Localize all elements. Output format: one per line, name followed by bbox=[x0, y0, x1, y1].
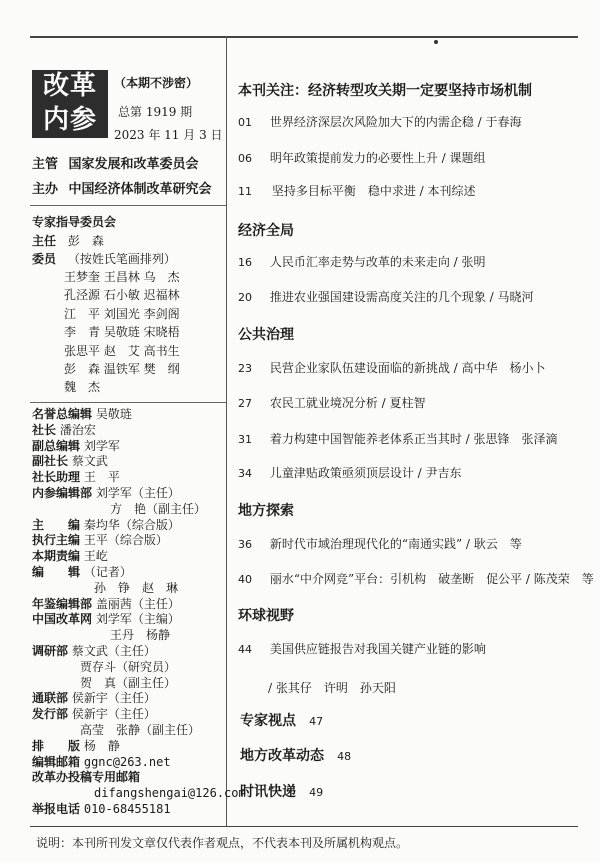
members-note: （按姓氏笔画排列） bbox=[67, 252, 176, 266]
toc-item bbox=[238, 288, 534, 305]
member-row: 彭 森 温铁军 樊 纲 bbox=[64, 362, 180, 377]
page-number: 31 bbox=[238, 433, 252, 446]
article-title[interactable]: 农民工就业境况分析 / 夏柱智 bbox=[269, 396, 426, 410]
article-title[interactable]: 人民币汇率走势与改革的未来走向 / 张明 bbox=[269, 255, 486, 269]
staff-row: difangshengai@126.com bbox=[94, 786, 246, 801]
staff-row: 年鉴编辑部 盖丽茜（主任） bbox=[32, 596, 180, 611]
committee-title: 专家指导委员会 bbox=[32, 215, 117, 229]
tail-item bbox=[240, 745, 351, 765]
staff-row: 内参编辑部 刘学军（主任） bbox=[32, 485, 180, 500]
staff-row: 高莹 张静（副主任） bbox=[80, 722, 201, 737]
tail-section[interactable]: 时讯快递 bbox=[240, 784, 296, 800]
tail-item bbox=[240, 781, 323, 801]
article-title[interactable]: 世界经济深层次风险加大下的内需企稳 / 于春海 bbox=[269, 115, 522, 129]
members-label: 委员 bbox=[32, 252, 57, 266]
staff-row: 副总编辑 刘学军 bbox=[32, 438, 120, 453]
section-heading: 环球视野 bbox=[238, 608, 294, 624]
member-row: 孔泾源 石小敏 迟福林 bbox=[64, 288, 180, 303]
page-number: 49 bbox=[309, 786, 324, 799]
page-number: 47 bbox=[309, 715, 324, 728]
article-title[interactable]: 儿童津贴政策亟须顶层设计 / 尹吉东 bbox=[269, 466, 462, 480]
logo bbox=[32, 70, 108, 138]
staff-row: 社长 潘治宏 bbox=[32, 422, 96, 437]
logo-line2: 内参 bbox=[42, 105, 97, 135]
toc-item bbox=[238, 464, 462, 481]
toc-item bbox=[238, 113, 522, 130]
toc-item bbox=[238, 640, 486, 657]
staff-row: 举报电话 010-68455181 bbox=[32, 801, 171, 816]
tail-section[interactable]: 专家视点 bbox=[240, 713, 296, 729]
staff-row: 贺 真（副主任） bbox=[80, 675, 177, 690]
staff-row: 调研部 蔡文武（主任） bbox=[32, 643, 156, 658]
staff-row: 名誉总编辑 吴敬琏 bbox=[32, 407, 132, 421]
article-authors: / 张其仔 许明 孙天阳 bbox=[268, 681, 396, 695]
focus-heading: 本刊关注：经济转型攻关期一定要坚持市场机制 bbox=[238, 83, 532, 99]
staff-row: 通联部 侯新宇（主任） bbox=[32, 691, 156, 706]
tail-item bbox=[240, 710, 323, 730]
page-number: 23 bbox=[238, 362, 252, 375]
section-heading: 地方探索 bbox=[238, 503, 294, 519]
staff-row: 本期责编 王屹 bbox=[32, 549, 108, 564]
host-label: 主办 bbox=[32, 182, 59, 197]
article-title[interactable]: 着力构建中国智能养老体系正当其时 / 张思锋 张泽滴 bbox=[269, 432, 558, 446]
member-row: 江 平 刘国光 李剑阁 bbox=[64, 306, 180, 321]
article-title[interactable]: 丽水“中介网竞”平台：引机构 破垄断 促公平 / 陈茂荣 等 bbox=[269, 572, 594, 586]
top-rule bbox=[30, 36, 578, 38]
page-number: 11 bbox=[238, 185, 252, 198]
toc-item bbox=[238, 570, 594, 587]
sponsor-label: 主管 bbox=[32, 157, 59, 172]
secrecy-note: （本期不涉密） bbox=[114, 76, 199, 90]
toc-item bbox=[238, 394, 426, 411]
toc-item bbox=[238, 430, 558, 447]
toc-item bbox=[238, 253, 486, 270]
article-title[interactable]: 美国供应链报告对我国关键产业链的影响 bbox=[269, 642, 486, 656]
member-row: 魏 杰 bbox=[64, 380, 101, 395]
article-title[interactable]: 新时代市域治理现代化的“南通实践” / 耿云 等 bbox=[269, 537, 522, 551]
tail-section[interactable]: 地方改革动态 bbox=[240, 748, 324, 764]
staff-row: 主 编 秦均华（综合版） bbox=[32, 517, 180, 532]
disclaimer: 说明：本刊所刊发文章仅代表作者观点，不代表本刊及所属机构观点。 bbox=[36, 836, 409, 850]
page-number: 40 bbox=[238, 573, 252, 586]
column-divider bbox=[226, 36, 227, 826]
staff-row: 编辑邮箱 ggnc@263.net bbox=[32, 754, 171, 769]
bottom-rule bbox=[30, 826, 578, 827]
staff-row: 贾存斗（研究员） bbox=[80, 659, 177, 674]
page-number: 20 bbox=[238, 291, 252, 304]
page-number: 44 bbox=[238, 643, 252, 656]
page-number: 36 bbox=[238, 538, 252, 551]
staff-row: 中国改革网 刘学军（主编） bbox=[32, 612, 180, 627]
staff-row: 孙 铮 赵 琳 bbox=[94, 580, 179, 595]
page-number: 48 bbox=[337, 750, 352, 763]
issue-total: 总第 1919 期 bbox=[118, 105, 193, 119]
staff-row: 方 艳（副主任） bbox=[110, 501, 207, 516]
article-title[interactable]: 民营企业家队伍建设面临的新挑战 / 高中华 杨小卜 bbox=[269, 361, 546, 375]
staff-row: 执行主编 王平（综合版） bbox=[32, 533, 168, 548]
page-number: 16 bbox=[238, 256, 252, 269]
article-title[interactable]: 明年政策提前发力的必要性上升 / 课题组 bbox=[269, 151, 486, 165]
staff-row: 编 辑 （记者） bbox=[32, 564, 132, 579]
toc-item bbox=[238, 359, 546, 376]
chair-label: 主任 bbox=[32, 234, 57, 248]
article-title[interactable]: 推进农业强国建设需高度关注的几个现象 / 马晓河 bbox=[269, 290, 534, 304]
staff-row: 王丹 杨静 bbox=[110, 628, 171, 643]
member-list bbox=[64, 268, 180, 397]
section-heading: 公共治理 bbox=[238, 327, 294, 343]
staff-row: 社长助理 王 平 bbox=[32, 470, 120, 485]
page-number: 27 bbox=[238, 397, 252, 410]
rule bbox=[30, 205, 226, 206]
member-row: 张思平 赵 艾 高书生 bbox=[64, 343, 180, 358]
section-heading: 经济全局 bbox=[238, 223, 294, 239]
staff-row: 发行部 侯新宇（主任） bbox=[32, 707, 156, 722]
page-number: 01 bbox=[238, 116, 252, 129]
article-title[interactable]: 坚持多目标平衡 稳中求进 / 本刊综述 bbox=[271, 184, 476, 198]
ink-dot bbox=[434, 40, 438, 44]
staff-row: 改革办投稿专用邮箱 bbox=[32, 770, 141, 785]
host: 中国经济体制改革研究会 bbox=[68, 182, 212, 197]
issue-date: 2023 年 11 月 3 日 bbox=[114, 128, 223, 142]
rule bbox=[30, 402, 226, 403]
page-number: 06 bbox=[238, 152, 252, 165]
toc-item bbox=[238, 149, 486, 166]
staff-row: 副社长 蔡文武 bbox=[32, 454, 108, 469]
toc-item bbox=[238, 182, 476, 199]
member-row: 李 青 吴敬琏 宋晓梧 bbox=[64, 325, 180, 340]
logo-line1: 改革 bbox=[42, 71, 97, 101]
chair: 彭 森 bbox=[67, 234, 104, 248]
toc-item bbox=[238, 535, 522, 552]
staff-row: 排 版 杨 静 bbox=[32, 738, 120, 753]
page-number: 34 bbox=[238, 467, 252, 480]
member-row: 王梦奎 王昌林 乌 杰 bbox=[64, 270, 180, 284]
sponsor: 国家发展和改革委员会 bbox=[68, 157, 199, 172]
